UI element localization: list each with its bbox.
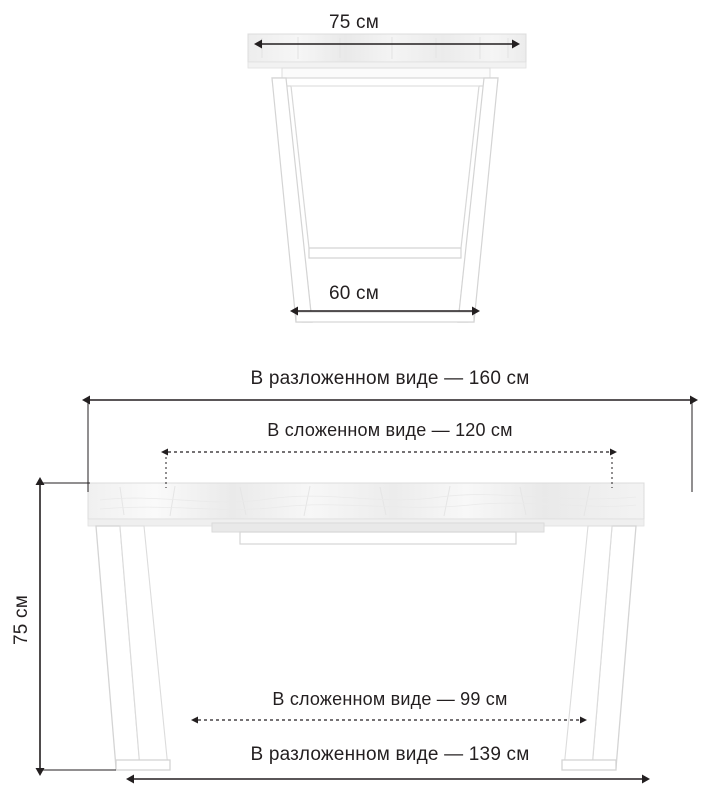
label-folded-length: В сложенном виде — 120 см bbox=[267, 420, 513, 440]
label-tabletop-width: 75 см bbox=[329, 12, 379, 33]
label-base-width: 60 см bbox=[329, 283, 379, 304]
label-folded-base: В сложенном виде — 99 см bbox=[272, 689, 508, 709]
label-unfolded-length: В разложенном виде — 160 см bbox=[250, 368, 530, 389]
label-unfolded-base: В разложенном виде — 139 см bbox=[250, 744, 530, 765]
side-elevation-group bbox=[248, 34, 526, 322]
label-height: 75 см bbox=[11, 595, 32, 645]
front-elevation-group bbox=[40, 400, 692, 779]
dimension-unfolded-length bbox=[88, 400, 692, 492]
